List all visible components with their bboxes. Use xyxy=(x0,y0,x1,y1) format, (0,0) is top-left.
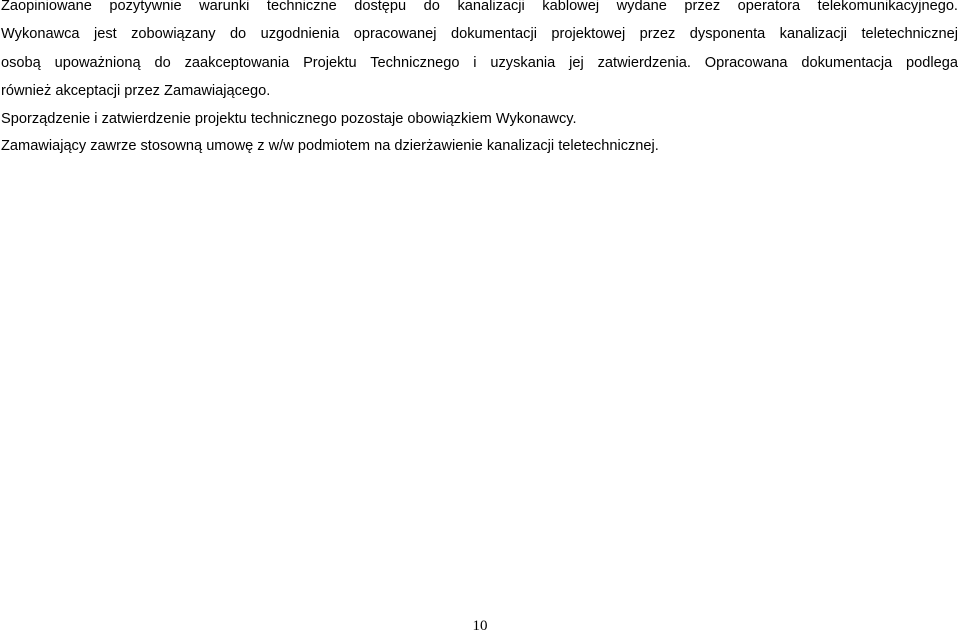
text-line-6: Zamawiający zawrze stosowną umowę z w/w podmiotem na dzierżawienie kanalizacji teletechnicznej. xyxy=(1,138,659,154)
text-line-1: Zaopiniowane pozytywnie warunki techniczne dostępu do kanalizacji kablowej wydane przez operatora telekomunikacyjnego. xyxy=(1,0,958,14)
text-line-5: Sporządzenie i zatwierdzenie projektu technicznego pozostaje obowiązkiem Wykonawcy. xyxy=(1,111,577,127)
text-line-3: osobą upoważnioną do zaakceptowania Projektu Technicznego i uzyskania jej zatwierdzenia. Opracowana dokumentacja podlega xyxy=(1,55,958,71)
page-number: 10 xyxy=(472,618,488,634)
text-line-4: również akceptacji przez Zamawiającego. xyxy=(1,83,271,99)
text-line-2: Wykonawca jest zobowiązany do uzgodnienia opracowanej dokumentacji projektowej przez dysponenta kanalizacji teletechnicznej xyxy=(1,26,958,42)
